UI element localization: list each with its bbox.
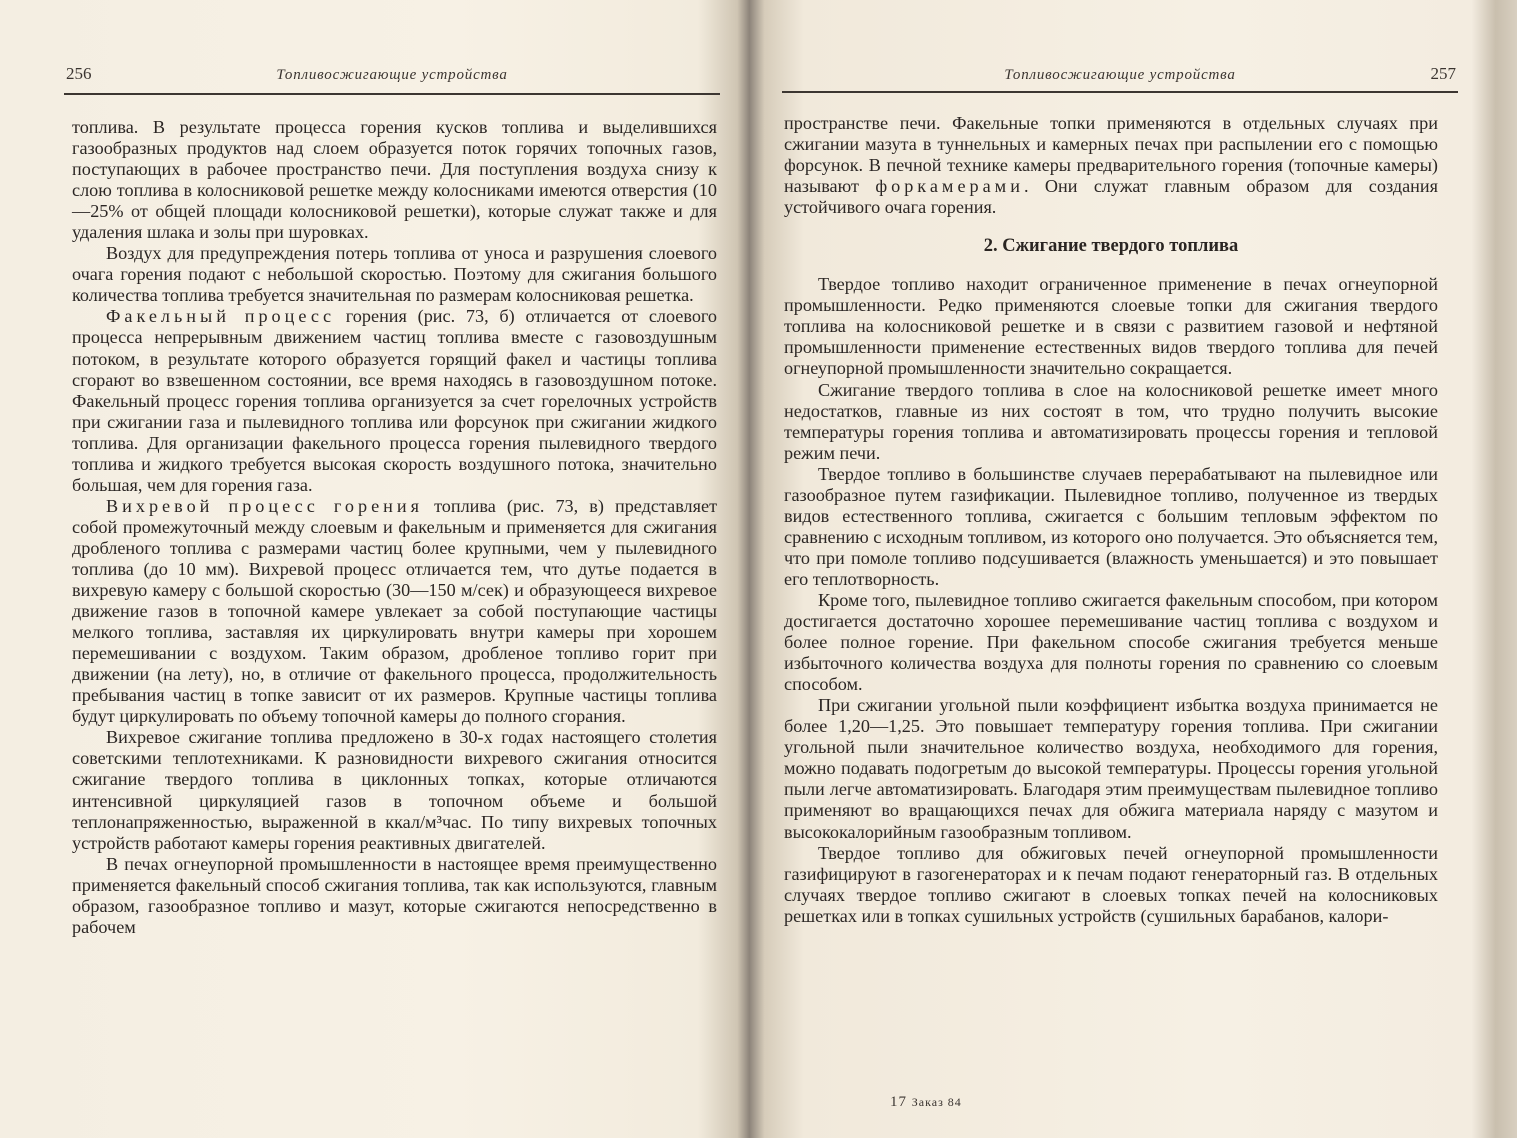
left-page (0, 0, 740, 1138)
term-vortex-process: Вихревой процесс горения (106, 495, 423, 516)
left-paragraph-1: топлива. В результате процесса горения кусков топлива и выделившихся газообразных продуктов над слоем образуется поток горячих топочных газов, поступающих в рабочее пространство печи. Для поступления воздуха снизу к слою топлива в колосниковой решетке между колосниками имеются отверстия (10—25% от общей площади колосниковой решетки), которые служат также и для удаления шлака и золы при шуровках. (72, 117, 717, 243)
right-header-rule (782, 91, 1458, 93)
left-paragraph-3-text: горения (рис. 73, б) отличается от слоевого процесса непрерывным движением частиц топлива вместе с газовоздушным потоком, в результате которого образуется горящий факел и частицы топлива сгорают во взвешенном состоянии, все время находясь в газовоздушном потоке. Факельный процесс горения топлива организуется за счет горелочных устройств при сжигании газа и пылевидного топлива или форсунок при сжигании жидкого топлива. Для организации факельного процесса горения пылевидного твердого топлива и жидкого требуется высокая скорость воздушного потока, значительно большая, чем для горения газа. (72, 306, 718, 495)
right-page-number: 257 (1430, 64, 1456, 83)
left-paragraph-5: Вихревое сжигание топлива предложено в 30-х годах настоящего столетия советскими теплотехниками. К разновидности вихревого сжигания относится сжигание твердого топлива в циклонных топках, которые отличаются интенсивной циркуляцией газов в топочном объеме и большой теплонапряженностью, выраженной в ккал/м³час. По типу вихревых топочных устройств работают камеры горения реактивных двигателей. (72, 727, 717, 853)
left-body-text (72, 117, 717, 938)
left-paragraph-3 (72, 306, 717, 495)
left-paragraph-4 (72, 496, 717, 728)
right-paragraph-2: Твердое топливо находит ограниченное применение в печах огнеупорной промышленности. Редко применяются слоевые топки для сжигания твердого топлива на колосниковой решетке и в связи с развитием газовой и нефтяной промышленности применение естественных видов твердого топлива для печей огнеупорной промышленности значительно сокращается. (784, 274, 1438, 379)
right-running-head (784, 64, 1456, 90)
left-paragraph-6: В печах огнеупорной промышленности в настоящее время преимущественно применяется факельный способ сжигания топлива, так как используются, главным образом, газообразное топливо и мазут, которые сжигаются непосредственно в рабочем (72, 853, 717, 937)
right-paragraph-1 (784, 113, 1438, 218)
right-paragraph-4: Твердое топливо в большинстве случаев перерабатывают на пылевидное или газообразное путем газификации. Пылевидное топливо, полученное из твердых видов естественного топлива, сжигается с большим тепловым эффектом по сравнению с исходным топливом, из которого оно получается. Это объясняется тем, что при помоле топливо подсушивается (влажность уменьшается) и это повышает его теплотворность. (784, 463, 1438, 589)
section-heading: 2. Сжигание твердого топлива (983, 236, 1239, 257)
term-forkamera: форкамерами (875, 176, 1024, 197)
right-paragraph-1-a: пространстве печи. Факельные топки применяются в отдельных случаях при сжигании мазута в туннельных и камерных печах при распылении его с помощью форсунок. В печной технике камеры предварительного горения (топочные камеры) называют (784, 113, 1438, 197)
right-running-title: Топливосжигающие устройства (1004, 67, 1236, 83)
left-header-rule (64, 93, 720, 95)
left-running-title: Топливосжигающие устройства (276, 67, 508, 83)
signature-number: 17 (890, 1094, 907, 1110)
right-paragraph-6: При сжигании угольной пыли коэффициент избытка воздуха принимается не более 1,20—1,25. Это повышает температуру горения топлива. При сжигании угольной пыли значительное количество воздуха, необходимого для горения, можно подавать подогретым до высокой температуры. Процессы горения угольной пыли легче автоматизировать. Благодаря этим преимуществам пылевидное топливо применяют во вращающихся печах для обжига материала наряду с мазутом и высококалорийным газообразным топливом. (784, 695, 1438, 842)
printer-signature (890, 1094, 962, 1111)
left-page-number: 256 (66, 64, 92, 83)
left-paragraph-2: Воздух для предупреждения потерь топлива от уноса и разрушения слоевого очага горения подают с небольшой скоростью. Поэтому для сжигания большого количества топлива требуется значительная по размерам колосниковая решетка. (72, 243, 717, 306)
right-paragraph-3: Сжигание твердого топлива в слое на колосниковой решетке имеет много недостатков, главные из них состоят в том, что трудно получить высокие температуры горения топлива и автоматизировать процессы горения и тепловой режим печи. (784, 379, 1438, 463)
term-flame-process: Факельный процесс (106, 306, 336, 327)
right-paragraph-1-b: . Они служат главным образом для создания устойчивого очага горения. (784, 176, 1438, 218)
right-body-text (784, 113, 1438, 927)
left-running-head (66, 64, 718, 90)
right-paragraph-5: Кроме того, пылевидное топливо сжигается факельным способом, при котором достигается достаточно хорошее перемешивание частиц топлива с воздухом и более полное горение. При факельном способе сжигания требуется меньше избыточного количества воздуха для полноты горения по сравнению со слоевым способом. (784, 589, 1438, 695)
right-paragraph-7: Твердое топливо для обжиговых печей огнеупорной промышленности газифицируют в газогенераторах и к печам подают генераторный газ. В отдельных случаях твердое топливо сжигают в слоевых топках печей на колосниковых решетках или в топках сушильных устройств (сушильных барабанов, калори- (784, 842, 1438, 926)
right-page (770, 0, 1485, 1138)
order-number: Заказ 84 (911, 1095, 962, 1109)
left-paragraph-4-text: топлива (рис. 73, в) представляет собой промежуточный между слоевым и факельным и применяется для сжигания дробленого топлива с размерами частиц более крупными, чем у пылевидного топлива (до 10 мм). Вихревой процесс отличается тем, что дутье подается в вихревую камеру с большой скоростью (30—150 м/сек) и образующееся вихревое движение газов в топочной камере увлекает за собой поступающие частицы мелкого топлива, заставляя их циркулировать внутри камеры при хорошем перемешивании с воздухом. Таким образом, дробленое топливо горит при движении (на лету), но, в отличие от факельного процесса, продолжительность пребывания частиц в топке зависит от их размеров. Крупные частицы топлива будут циркулировать по объему топочной камеры до полного сгорания. (72, 495, 718, 727)
